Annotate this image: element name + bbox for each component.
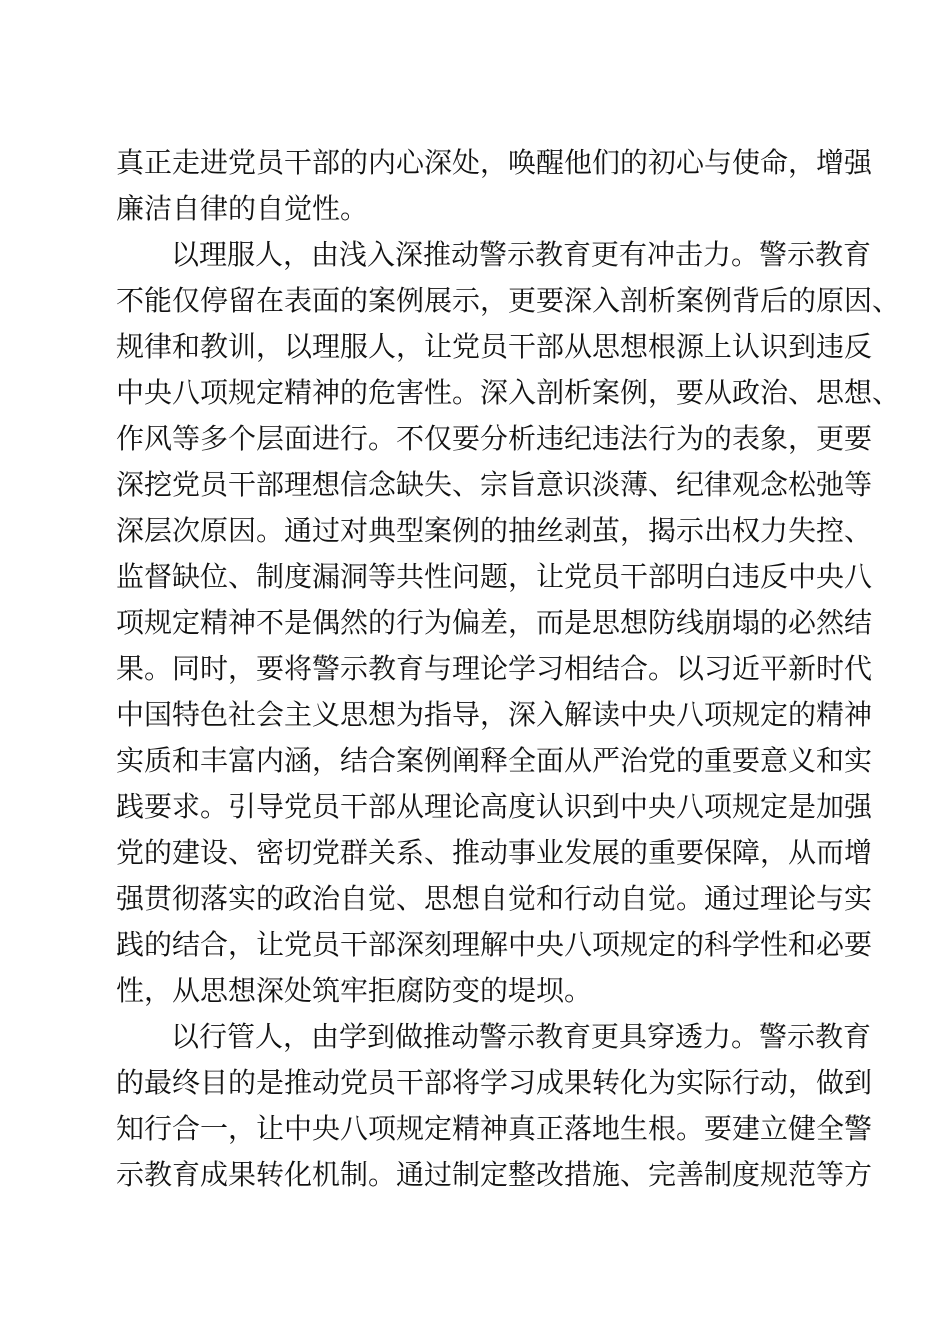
text-line: 中央八项规定精神的危害性。深入剖析案例，要从政治、思想、	[116, 376, 901, 409]
text-line: 性，从思想深处筑牢拒腐防变的堤坝。	[116, 974, 593, 1007]
text-line: 践的结合，让党员干部深刻理解中央八项规定的科学性和必要	[116, 928, 873, 961]
text-line: 知行合一，让中央八项规定精神真正落地生根。要建立健全警	[116, 1112, 873, 1145]
text-line: 中国特色社会主义思想为指导，深入解读中央八项规定的精神	[116, 698, 873, 731]
text-line: 深层次原因。通过对典型案例的抽丝剥茧，揭示出权力失控、	[116, 514, 873, 547]
text-line: 果。同时，要将警示教育与理论学习相结合。以习近平新时代	[116, 652, 873, 685]
text-line: 示教育成果转化机制。通过制定整改措施、完善制度规范等方	[116, 1158, 873, 1191]
text-line: 作风等多个层面进行。不仅要分析违纪违法行为的表象，更要	[116, 422, 873, 455]
text-line: 廉洁自律的自觉性。	[116, 192, 369, 225]
paragraph-start-line: 以行管人，由学到做推动警示教育更具穿透力。警示教育	[171, 1020, 872, 1053]
paragraph-start-line: 以理服人，由浅入深推动警示教育更有冲击力。警示教育	[171, 238, 872, 271]
text-line: 真正走进党员干部的内心深处，唤醒他们的初心与使命，增强	[116, 146, 873, 179]
text-line: 规律和教训，以理服人，让党员干部从思想根源上认识到违反	[116, 330, 873, 363]
text-line: 强贯彻落实的政治自觉、思想自觉和行动自觉。通过理论与实	[116, 882, 873, 915]
text-line: 践要求。引导党员干部从理论高度认识到中央八项规定是加强	[116, 790, 873, 823]
text-line: 不能仅停留在表面的案例展示，更要深入剖析案例背后的原因、	[116, 284, 901, 317]
text-line: 实质和丰富内涵，结合案例阐释全面从严治党的重要意义和实	[116, 744, 873, 777]
text-line: 监督缺位、制度漏洞等共性问题，让党员干部明白违反中央八	[116, 560, 873, 593]
text-line: 项规定精神不是偶然的行为偏差，而是思想防线崩塌的必然结	[116, 606, 873, 639]
text-line: 党的建设、密切党群关系、推动事业发展的重要保障，从而增	[116, 836, 873, 869]
text-line: 的最终目的是推动党员干部将学习成果转化为实际行动，做到	[116, 1066, 873, 1099]
text-line: 深挖党员干部理想信念缺失、宗旨意识淡薄、纪律观念松弛等	[116, 468, 873, 501]
